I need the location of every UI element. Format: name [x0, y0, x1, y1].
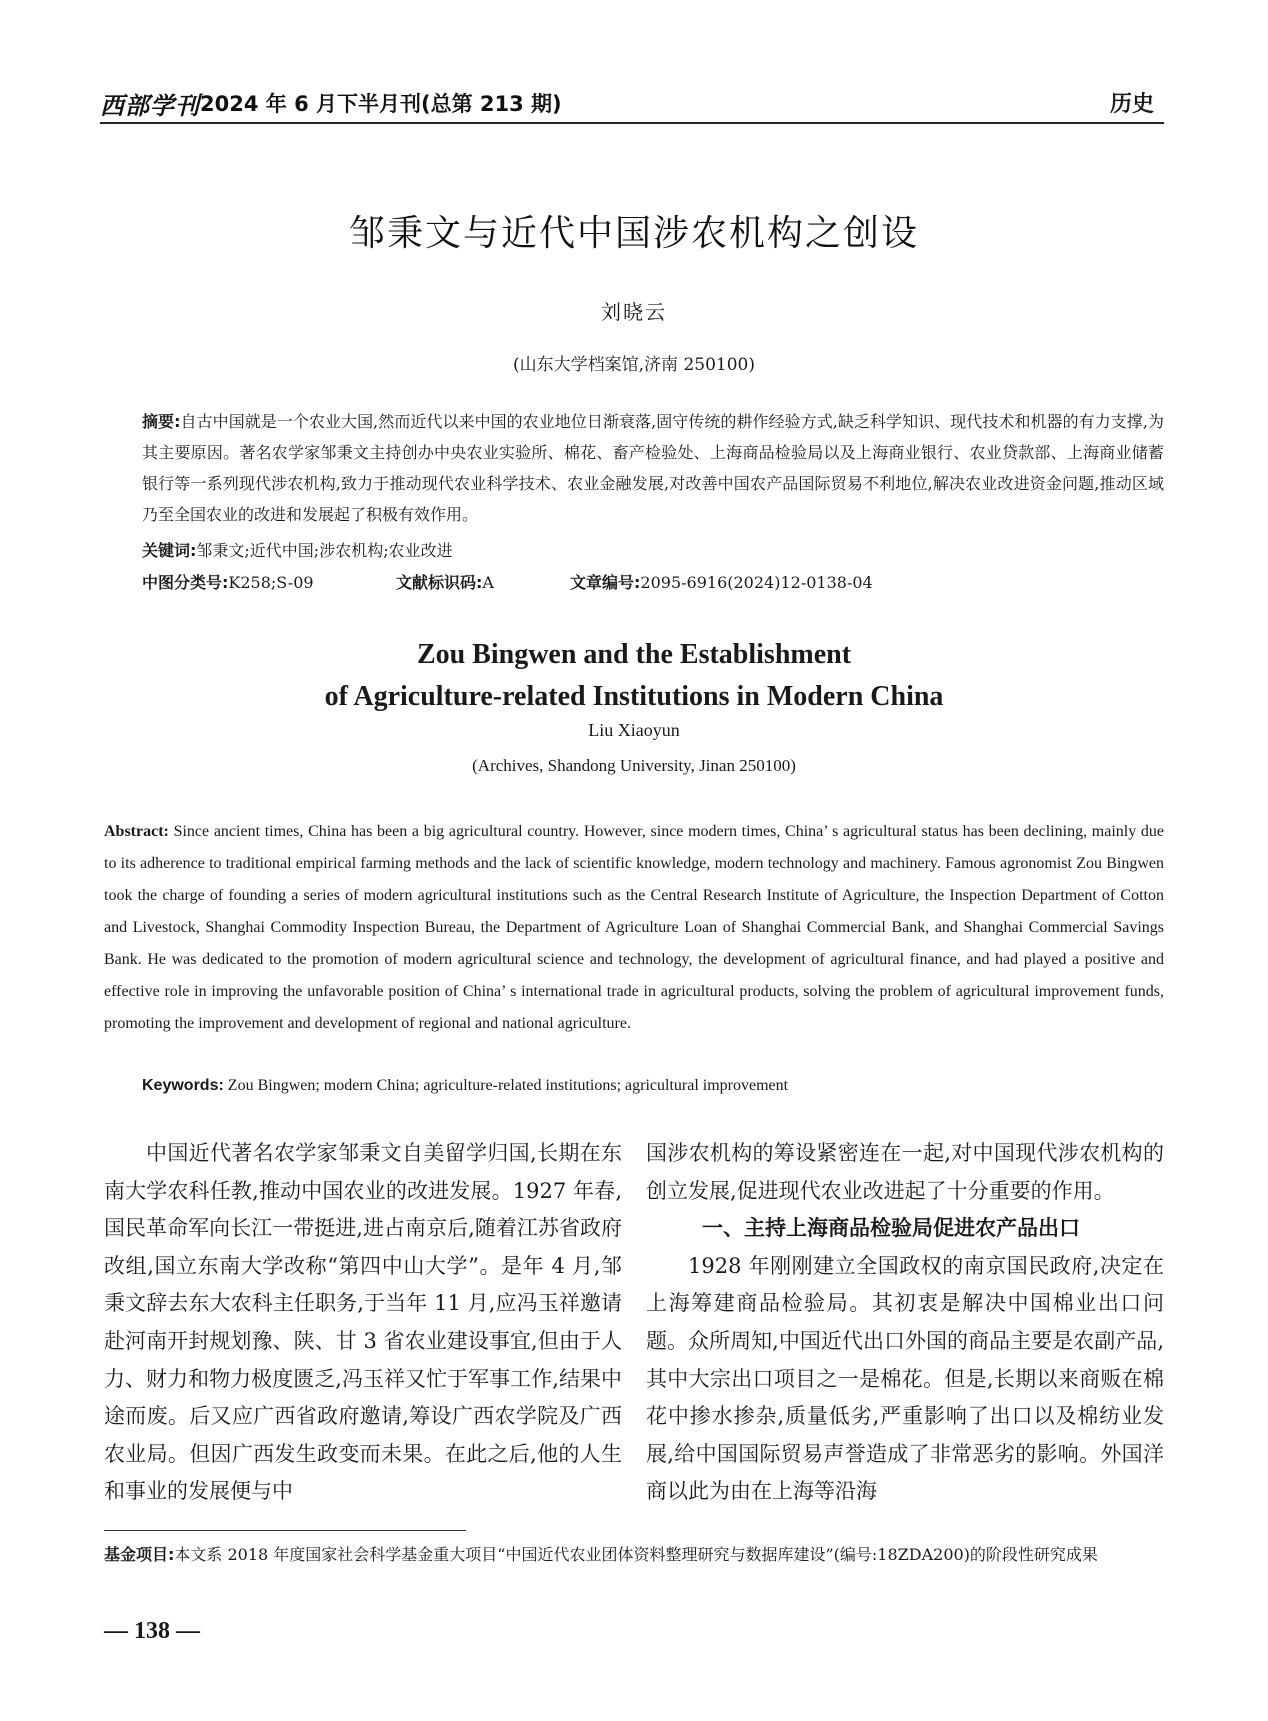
- affiliation-cn: (山东大学档案馆,济南 250100): [513, 355, 755, 375]
- article-value: 2095-6916(2024)12-0138-04: [640, 573, 873, 592]
- journal-logo: 西部学刊: [100, 91, 200, 120]
- running-header: [100, 84, 1164, 120]
- body-paragraph: 1928 年刚刚建立全国政权的南京国民政府,决定在上海筹建商品检验局。其初衷是解决中国棉业出口问题。众所周知,中国近代出口外国的商品主要是农副产品,其中大宗出口项目之一是棉花。但是,长期以来商贩在棉花中掺水掺杂,质量低劣,严重影响了出口以及棉纺业发展,给中国国际贸易声誉造成了非常恶劣的影响。外国洋商以此为由在上海等沿海: [646, 1253, 1164, 1504]
- doc-value: A: [482, 573, 494, 592]
- clc-number: [142, 570, 314, 593]
- doc-code: [396, 570, 494, 593]
- clc-value: K258;S-09: [228, 573, 314, 592]
- body-paragraph: 国涉农机构的筹设紧密连在一起,对中国现代涉农机构的创立发展,促进现代农业改进起了十分重要的作用。: [646, 1141, 1164, 1203]
- title-en-line1: Zou Bingwen and the Establishment: [416, 639, 852, 670]
- article-number: [570, 570, 873, 593]
- issue-info: 2024 年 6 月下半月刊(总第 213 期): [200, 92, 562, 116]
- title-en: [0, 634, 1268, 718]
- section-heading: 一、主持上海商品检验局促进农产品出口: [702, 1216, 1080, 1241]
- body-paragraph: 中国近代著名农学家邹秉文自美留学归国,长期在东南大学农科任教,推动中国农业的改进发展。1927 年春,国民革命军向长江一带挺进,进占南京后,随着江苏省政府改组,国立东南大学改称“第四中山大学”。是年 4 月,邹秉文辞去东大农科主任职务,于当年 11 月,应冯玉祥邀请赴河南开封规划豫、陕、甘 3 省农业建设事宜,但由于人力、财力和物力极度匮乏,冯玉祥又忙于军事工作,结果中途而废。后又应广西省政府邀请,筹设广西农学院及广西农业局。但因广西发生政变而未果。在此之后,他的人生和事业的发展便与中: [104, 1141, 622, 1504]
- keywords-en-text: Zou Bingwen; modern China; agriculture-related institutions; agricultural improvement: [227, 1077, 789, 1094]
- abstract-cn-label: 摘要:: [142, 412, 181, 431]
- title-cn: 邹秉文与近代中国涉农机构之创设: [348, 213, 919, 254]
- abstract-en: [104, 816, 1164, 1040]
- footnote-text: 本文系 2018 年度国家社会科学基金重大项目“中国近代农业团体资料整理研究与数据库建设”(编号:18ZDA200)的阶段性研究成果: [174, 1545, 1098, 1564]
- footnote-label: 基金项目:: [104, 1545, 175, 1564]
- footnote-divider: [104, 1530, 466, 1531]
- clc-label: 中图分类号:: [142, 573, 229, 592]
- abstract-cn: [142, 406, 1164, 530]
- keywords-en: [142, 1077, 788, 1095]
- keywords-cn-label: 关键词:: [142, 541, 197, 560]
- affiliation-en: (Archives, Shandong University, Jinan 250100): [472, 756, 796, 775]
- abstract-en-text: Since ancient times, China has been a big agricultural country. However, since modern times, China’ s agricultural status has been declining, mainly due to its adherence to traditional empirical farming methods and the lack of scientific knowledge, modern technology and machinery. Famous agronomist Zou Bingwen took the charge of founding a series of modern agricultural institutions such as the Central Research Institute of Agriculture, the Inspection Department of Cotton and Livestock, Shanghai Commodity Inspection Bureau, the Department of Agriculture Loan of Shanghai Commercial Bank, and Shanghai Commercial Savings Bank. He was dedicated to the promotion of modern agricultural science and technology, the development of agricultural finance, and had played a positive and effective role in improving the unfavorable position of China’ s international trade in agricultural products, solving the problem of agricultural improvement funds, promoting the improvement and development of regional and national agriculture.: [104, 823, 1165, 1032]
- author-en: Liu Xiaoyun: [588, 720, 680, 740]
- doc-label: 文献标识码:: [396, 573, 483, 592]
- body-column-right: [646, 1135, 1164, 1511]
- footnote: [104, 1540, 1164, 1570]
- keywords-en-label: Keywords:: [142, 1077, 224, 1094]
- author-cn: 刘晓云: [601, 300, 667, 324]
- abstract-en-label: Abstract:: [104, 823, 169, 840]
- section-label: 历史: [1109, 92, 1154, 117]
- page-number: — 138 —: [104, 1618, 200, 1644]
- keywords-cn: [142, 538, 453, 561]
- classification-row: [142, 570, 1164, 598]
- header-divider: [100, 122, 1164, 124]
- abstract-cn-text: 自古中国就是一个农业大国,然而近代以来中国的农业地位日渐衰落,固守传统的耕作经验方式,缺乏科学知识、现代技术和机器的有力支撑,为其主要原因。著名农学家邹秉文主持创办中央农业实验所、棉花、畜产检验处、上海商品检验局以及上海商业银行、农业贷款部、上海商业储蓄银行等一系列现代涉农机构,致力于推动现代农业科学技术、农业金融发展,对改善中国农产品国际贸易不利地位,解决农业改进资金问题,推动区域乃至全国农业的改进和发展起了积极有效作用。: [142, 412, 1164, 524]
- keywords-cn-text: 邹秉文;近代中国;涉农机构;农业改进: [196, 541, 453, 560]
- body-column-left: [104, 1135, 622, 1511]
- title-en-line2: of Agriculture-related Institutions in Modern China: [324, 681, 944, 712]
- article-label: 文章编号:: [570, 573, 641, 592]
